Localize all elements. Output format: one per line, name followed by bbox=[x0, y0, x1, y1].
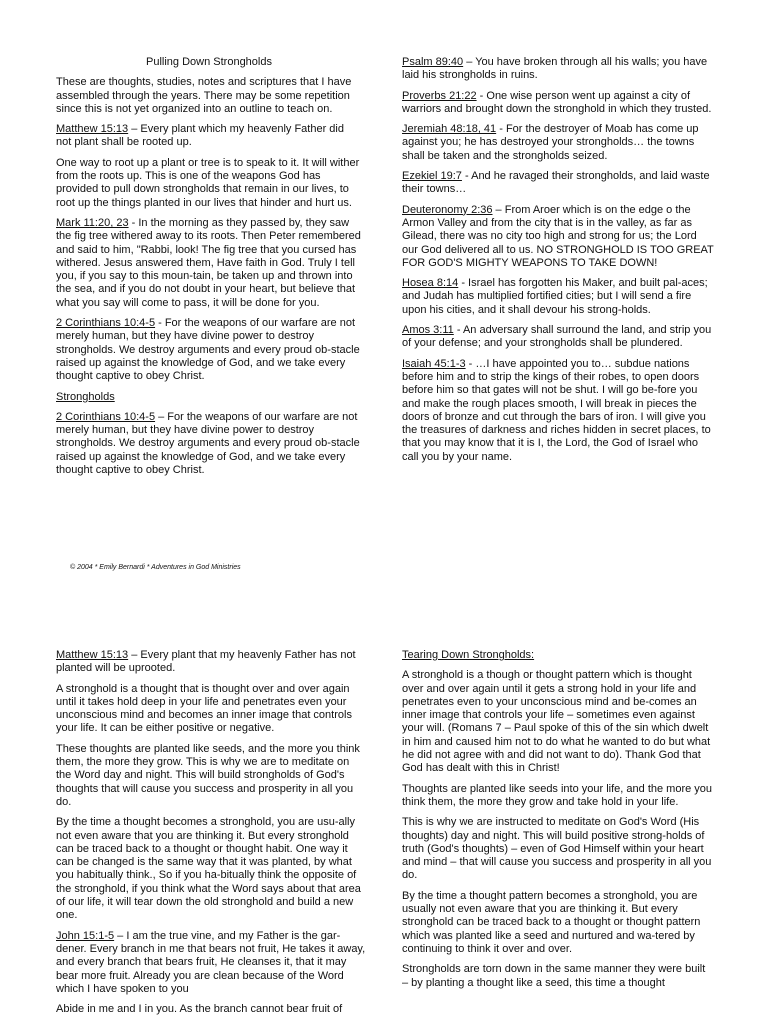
paragraph bbox=[56, 217, 362, 310]
scripture-reference: Isaiah 45:1-3 bbox=[402, 357, 466, 370]
paragraph bbox=[402, 170, 714, 197]
scripture-text: – For the weapons of our warfare are not merely human, but they have divine power to destroy strongholds. We destroy arguments and every proud ob-stacle raised up against the knowledge of God, and we take every thought captive to obey Christ. bbox=[56, 410, 360, 477]
scripture-text: - One wise person went up against a city of warriors and brought down the stronghold in which they trusted. bbox=[402, 89, 712, 115]
scripture-text: – Every plant which my heavenly Father did not plant shall be rooted up. bbox=[56, 123, 344, 149]
paragraph: One way to root up a plant or tree is to speak to it. It will wither from the roots up. This is one of the weapons God has provided to pull down strongholds that remain in our lives, to root up the things planted in our lives that hinder and hurt us. bbox=[56, 156, 360, 209]
scripture-reference: Psalm 89:40 bbox=[402, 56, 464, 68]
scripture-text: – From Aroer which is on the edge o the Armon Valley and from the city that is in the valley, as far as Gilead, there was no city too high and strong for us; the Lord our God delivered all to us. NO STRONGHOLD IS TOO GREAT FOR GOD'S MIGHTY WEAPONS TO TAKE DOWN! bbox=[402, 203, 714, 269]
scripture-reference: Proverbs 21:22 bbox=[402, 89, 477, 102]
paragraph: By the time a thought becomes a stronghold, you are usu-ally not even aware that you are thinking it. But every stronghold can be traced back to a thought or thought habit. One way it can be changed is the same way that it was planted, by what you habitually think., So if you ha-bitually think the opposite of the stronghold, if you think what the Word says about that area of our life, it will tear down the old stronghold and build a new one. bbox=[56, 816, 361, 922]
top-right-column bbox=[402, 56, 714, 471]
paragraph bbox=[56, 930, 366, 996]
paragraph: These thoughts are planted like seeds, and the more you think them, the more they grow. This is why we are to meditate on the Word day and night. This will build strongholds of God's thoughts that will cause you success and prosperity in all you do. bbox=[56, 742, 360, 808]
scripture-reference: Mark 11:20, 23 bbox=[56, 216, 129, 229]
paragraph bbox=[402, 123, 714, 163]
section-heading: Strongholds bbox=[56, 390, 115, 403]
scripture-text: - An adversary shall surround the land, and strip you of your defense; and your strongholds shall be plundered. bbox=[402, 324, 712, 350]
scripture-text: - For the weapons of our warfare are not merely human, but they have divine power to destroy strongholds. We destroy arguments and every proud ob-stacle raised up against the knowledge of God, and we take every thought captive to obey Christ. bbox=[56, 317, 360, 383]
paragraph: A stronghold is a though or thought pattern which is thought over and over again until it gets a strong hold in your life and penetrates even to your unconscious mind and be-comes an inner image that controls your life – sometimes even against your will. (Romans 7 – Paul spoke of this of the sin which dwelt in him and caused him not to do what he wanted to do but what he did not agree with and did not want to do). Thank God that God has dealt with this in Christ! bbox=[402, 669, 711, 775]
scripture-text: – Every plant that my heavenly Father has not planted will be uprooted. bbox=[56, 649, 356, 675]
scripture-reference: Matthew 15:13 bbox=[56, 649, 129, 661]
paragraph bbox=[402, 277, 714, 317]
paragraph bbox=[56, 649, 366, 676]
bottom-right-column bbox=[402, 649, 714, 997]
intro-paragraph: These are thoughts, studies, notes and scriptures that I have assembled through the years. There may be some repetition since this is not yet organized into an outline to teach on. bbox=[56, 76, 352, 115]
paragraph: A stronghold is a thought that is thought over and over again until it takes hold deep in your life and penetrates even your unconscious mind and becomes an inner image that controls your life. It can be either positive or negative. bbox=[56, 682, 352, 735]
scripture-reference: Deuteronomy 2:36 bbox=[402, 203, 493, 216]
section-heading: Tearing Down Strongholds: bbox=[402, 649, 535, 661]
paragraph: By the time a thought pattern becomes a stronghold, you are usually not even aware that you are thinking it. But every stronghold can be traced back to a thought or thought pattern which was planted like a seed and nurtured and wa-tered by continuing to think it over and over. bbox=[402, 889, 701, 955]
bottom-left-column bbox=[56, 649, 366, 1023]
scripture-reference: 2 Corinthians 10:4-5 bbox=[56, 317, 156, 330]
scripture-text: - …I have appointed you to… subdue nations before him and to strip the kings of their robes, to open doors before him so that gates will not be shut. I will go be-fore you and make the rough places smooth, I will break in pieces the doors of bronze and cut through the bars of iron. I will give you the treasures of darkness and riches hidden in secret places, to that you may know that it is I, the Lord, the God of Israel who call you by your name. bbox=[402, 357, 711, 463]
scripture-reference: Ezekiel 19:7 bbox=[402, 170, 462, 183]
paragraph bbox=[402, 204, 714, 270]
scripture-text: - For the destroyer of Moab has come up against you; he has destroyed your strongholds… the towns shall be taken and the strongholds seized. bbox=[402, 123, 699, 162]
scripture-reference: Matthew 15:13 bbox=[56, 123, 129, 136]
paragraph bbox=[56, 123, 362, 150]
scripture-reference: Jeremiah 48:18, 41 bbox=[402, 123, 497, 136]
scripture-text: - Israel has forgotten his Maker, and built pal-aces; and Judah has multiplied fortified cities; but I will send a fire upon his cities, and it shall devour his strong-holds. bbox=[402, 277, 708, 316]
paragraph bbox=[56, 411, 362, 477]
paragraph bbox=[402, 56, 714, 83]
scripture-text: – I am the true vine, and my Father is the gar-dener. Every branch in me that bears not fruit, He takes it away, and every branch that bears fruit, He cleanses it, that it may bear more fruit. Already you are clean because of the Word which I have spoken to you bbox=[56, 929, 366, 995]
paragraph: Abide in me and I in you. As the branch cannot bear fruit of bbox=[56, 1003, 343, 1016]
paragraph bbox=[402, 90, 714, 117]
paragraph: Thoughts are planted like seeds into your life, and the more you think them, the more they grow and take hold in your life. bbox=[402, 782, 713, 808]
paragraph bbox=[402, 324, 714, 351]
scripture-reference: 2 Corinthians 10:4-5 bbox=[56, 410, 156, 423]
scripture-reference: John 15:1-5 bbox=[56, 929, 115, 942]
scripture-reference: Hosea 8:14 bbox=[402, 277, 459, 290]
scripture-reference: Amos 3:11 bbox=[402, 324, 454, 337]
scripture-text: - And he ravaged their strongholds, and laid waste their towns… bbox=[402, 170, 710, 196]
paragraph: This is why we are instructed to meditate on God's Word (His thoughts) day and night. This will build positive strong-holds of truth (God's thoughts) – even of God Himself within your heart and mind – that will cause you success and prosperity in all you do. bbox=[402, 816, 712, 882]
top-left-column bbox=[56, 56, 362, 484]
paragraph bbox=[56, 317, 362, 383]
scripture-text: - In the morning as they passed by, they saw the fig tree withered away to its roots. Then Peter remembered and said to him, "Rabbi, look! The fig tree that you cursed has withered. Jesus answered them, Have faith in God. Truly I tell you, if you say to this moun-tain, be taken up and thrown into the sea, and if you do not doubt in your heart, but believe that what you say will come to pass, it will be done for you. bbox=[56, 216, 361, 309]
paragraph bbox=[402, 358, 714, 464]
copyright-footer: © 2004 * Emily Bernardi * Adventures in God Ministries bbox=[70, 564, 241, 571]
scripture-text: – You have broken through all his walls; you have laid his strongholds in ruins. bbox=[402, 56, 708, 82]
document-title: Pulling Down Strongholds bbox=[146, 56, 272, 68]
paragraph: Strongholds are torn down in the same manner they were built – by planting a thought like a seed, this time a thought bbox=[402, 963, 706, 989]
